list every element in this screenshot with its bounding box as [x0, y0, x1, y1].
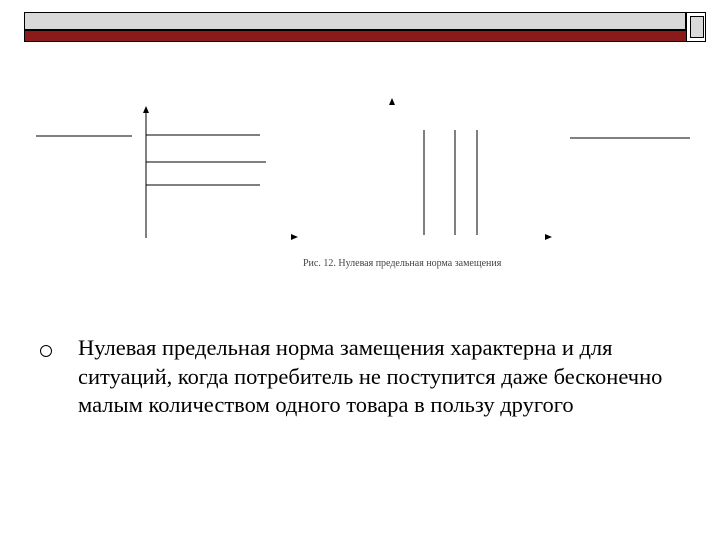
- left-x-axis-arrow: [291, 234, 298, 240]
- right-x-axis-arrow: [545, 234, 552, 240]
- figure-caption: Рис. 12. Нулевая предельная норма замещения: [303, 258, 502, 269]
- left-y-axis-arrow: [143, 106, 149, 113]
- right-y-axis-arrow: [389, 98, 395, 105]
- bullet-icon: [40, 345, 52, 357]
- bullet-text: Нулевая предельная норма замещения характерна и для ситуаций, когда потребитель не поступится даже бесконечно малым количеством одного товара в пользу другого: [78, 335, 663, 417]
